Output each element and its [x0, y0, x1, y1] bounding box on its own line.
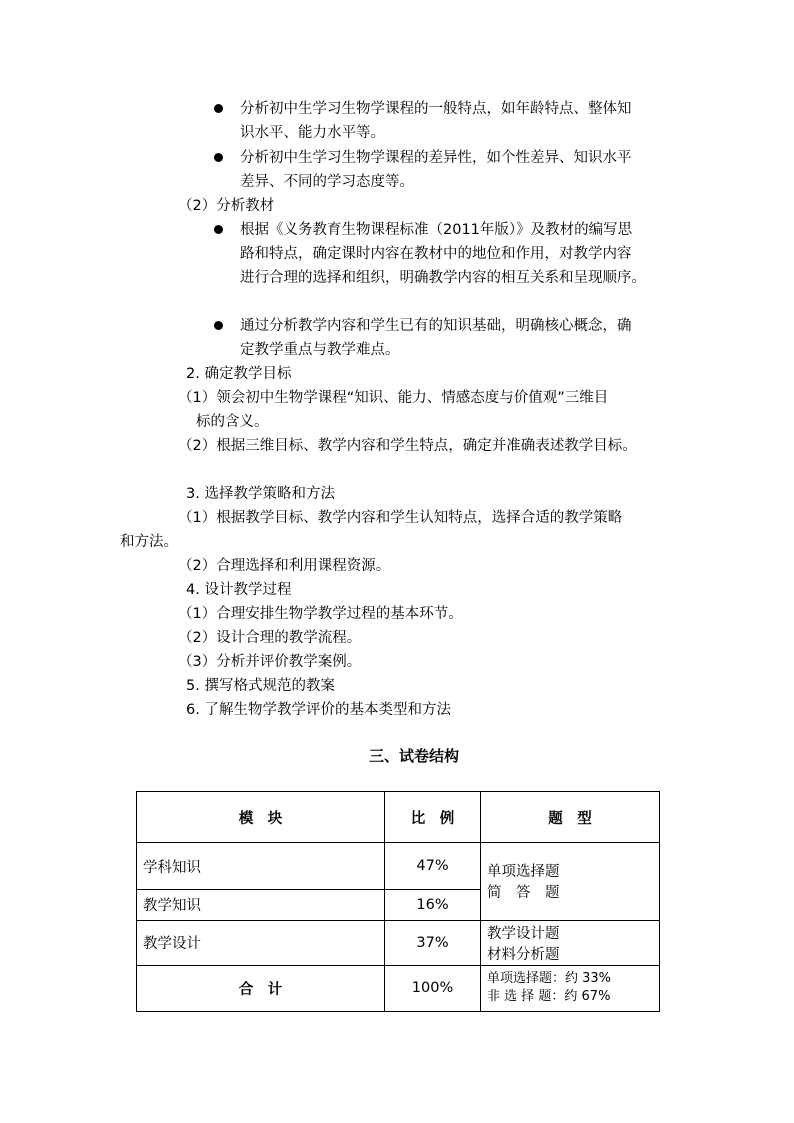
ratio-cell: 47%	[385, 843, 481, 890]
type-line: 单项选择题	[487, 864, 560, 881]
bullet-text: 路和特点，确定课时内容在教材中的地位和作用，对教学内容	[240, 246, 632, 262]
paragraph: （3）分析并评价教学案例。	[178, 654, 362, 670]
bullet-text: 分析初中生学习生物学课程的差异性，如个性差异、知识水平	[240, 150, 632, 166]
module-cell: 教学知识	[137, 890, 385, 920]
type-line: 单项选择题：约 33%	[487, 971, 612, 987]
bullet-text: 分析初中生学习生物学课程的一般特点，如年龄特点、整体知	[240, 101, 632, 117]
bullet-text: 根据《义务教育生物课程标准（2011年版）》及教材的编写思	[240, 222, 633, 238]
total-ratio: 100%	[385, 965, 481, 1011]
paragraph: （2）设计合理的教学流程。	[178, 630, 362, 646]
ratio-cell: 37%	[385, 920, 481, 965]
paragraph: （1）根据教学目标、教学内容和学生认知特点，选择合适的教学策略	[178, 510, 623, 526]
bullet-icon	[214, 225, 223, 234]
bullet-icon	[214, 153, 223, 162]
bullet-text: 定教学重点与教学难点。	[240, 342, 400, 358]
ratio-cell: 16%	[385, 890, 481, 920]
type-line: 材料分析题	[487, 946, 560, 963]
module-cell: 学科知识	[137, 843, 385, 890]
paragraph: 和方法。	[120, 534, 178, 550]
type-line: 非 选 择 题：约 67%	[487, 989, 611, 1005]
bullet-icon	[214, 321, 223, 330]
subsection-heading: （2）分析教材	[178, 198, 275, 214]
header-type: 题 型	[481, 792, 660, 843]
bullet-text: 进行合理的选择和组织，明确教学内容的相互关系和呈现顺序。	[240, 270, 646, 286]
section-heading: 6. 了解生物学教学评价的基本类型和方法	[186, 702, 451, 718]
bullet-icon	[214, 104, 223, 113]
type-line: 教学设计题	[487, 925, 560, 942]
section-heading: 5. 撰写格式规范的教案	[186, 678, 335, 694]
bullet-text: 识水平、能力水平等。	[240, 125, 385, 141]
total-type-cell	[481, 965, 660, 1011]
paragraph: （2）根据三维目标、教学内容和学生特点，确定并准确表述教学目标。	[178, 438, 637, 454]
section-heading: 4. 设计教学过程	[186, 582, 292, 598]
total-label: 合 计	[137, 965, 385, 1011]
paragraph: （2）合理选择和利用课程资源。	[178, 558, 391, 574]
module-cell: 教学设计	[137, 920, 385, 965]
paragraph: （1）合理安排生物学教学过程的基本环节。	[178, 606, 463, 622]
section-heading: 2. 确定教学目标	[186, 366, 292, 382]
paragraph: （1）领会初中生物学课程“知识、能力、情感态度与价值观”三维目	[178, 390, 609, 406]
section-title: 三、试卷结构	[368, 747, 459, 765]
paragraph: 标的含义。	[196, 414, 269, 430]
type-cell	[481, 920, 660, 965]
bullet-text: 通过分析教学内容和学生已有的知识基础，明确核心概念，确	[240, 318, 632, 334]
section-heading: 3. 选择教学策略和方法	[186, 486, 335, 502]
bullet-text: 差异、不同的学习态度等。	[240, 174, 414, 190]
type-line: 简 答 题	[487, 885, 560, 902]
header-ratio: 比 例	[385, 792, 481, 843]
header-module: 模 块	[137, 792, 385, 843]
exam-structure-table	[136, 791, 660, 1012]
type-cell	[481, 843, 660, 920]
